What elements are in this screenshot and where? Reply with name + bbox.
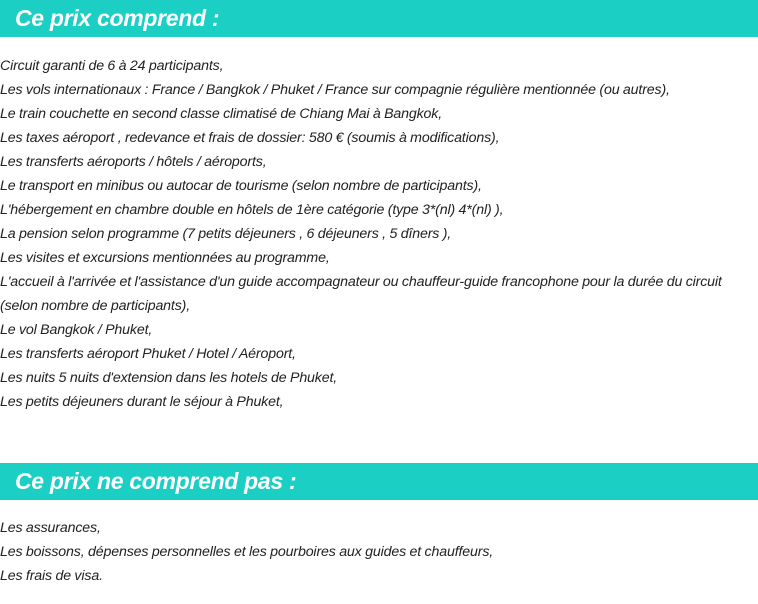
excludes-item: Les frais de visa.: [0, 568, 103, 584]
includes-item: L'hébergement en chambre double en hôtels de 1ère catégorie (type 3*(nl) 4*(nl) ),: [0, 202, 504, 218]
includes-item: L'accueil à l'arrivée et l'assistance d'un guide accompagnateur ou chauffeur-guide francophone pour la durée du circuit (selon nombre de participants),: [0, 274, 722, 314]
excludes-list: [0, 516, 758, 588]
section-title-excludes: Ce prix ne comprend pas :: [0, 463, 758, 500]
includes-list: [0, 54, 758, 414]
includes-item: Les transferts aéroports / hôtels / aéroports,: [0, 154, 267, 170]
excludes-item: Les assurances,: [0, 520, 101, 536]
includes-item: Les petits déjeuners durant le séjour à Phuket,: [0, 394, 284, 410]
includes-item: Les visites et excursions mentionnées au programme,: [0, 250, 330, 266]
section-title-includes: Ce prix comprend :: [0, 0, 758, 37]
includes-item: La pension selon programme (7 petits déjeuners , 6 déjeuners , 5 dîners ),: [0, 226, 452, 242]
includes-item: Circuit garanti de 6 à 24 participants,: [0, 58, 224, 74]
excludes-item: Les boissons, dépenses personnelles et les pourboires aux guides et chauffeurs,: [0, 544, 494, 560]
includes-item: Les transferts aéroport Phuket / Hotel / Aéroport,: [0, 346, 296, 362]
includes-item: Les vols internationaux : France / Bangkok / Phuket / France sur compagnie régulière mentionnée (ou autres),: [0, 82, 670, 98]
includes-item: Les taxes aéroport , redevance et frais de dossier: 580 € (soumis à modifications),: [0, 130, 500, 146]
includes-item: Le vol Bangkok / Phuket,: [0, 322, 153, 338]
includes-item: Les nuits 5 nuits d'extension dans les hotels de Phuket,: [0, 370, 338, 386]
includes-item: Le transport en minibus ou autocar de tourisme (selon nombre de participants),: [0, 178, 482, 194]
includes-item: Le train couchette en second classe climatisé de Chiang Mai à Bangkok,: [0, 106, 443, 122]
